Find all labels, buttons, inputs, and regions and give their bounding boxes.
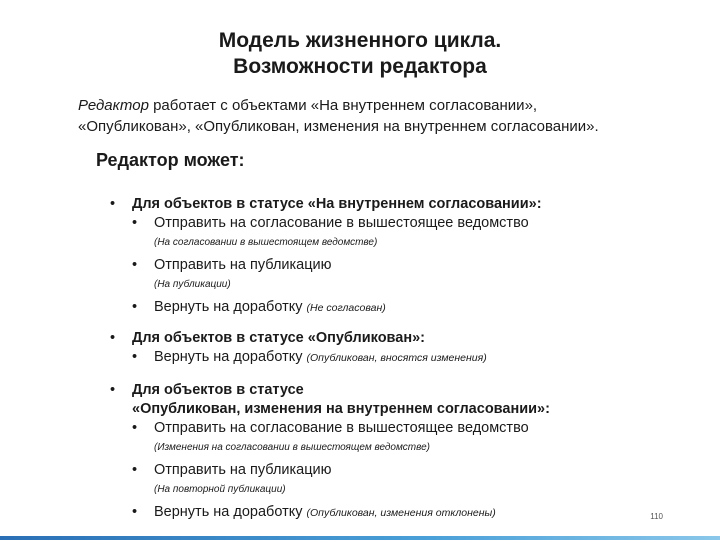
slide-title bbox=[0, 28, 720, 80]
bullet-icon: • bbox=[110, 330, 116, 346]
bottom-accent-bar bbox=[0, 536, 720, 540]
bullet-icon: • bbox=[110, 196, 116, 212]
status-note: (На повторной публикации) bbox=[154, 484, 286, 495]
section-heading-line-2: «Опубликован, изменения на внутреннем согласовании»: bbox=[132, 401, 550, 417]
section-heading bbox=[110, 329, 710, 348]
subheading: Редактор может: bbox=[96, 150, 245, 170]
list-item-text: Отправить на публикацию bbox=[154, 462, 332, 478]
bullet-icon: • bbox=[110, 382, 116, 398]
section-heading bbox=[110, 381, 710, 419]
section-heading bbox=[110, 195, 710, 214]
intro-line-2: «Опубликован», «Опубликован, изменения на внутреннем согласовании». bbox=[78, 118, 599, 135]
bullet-icon: • bbox=[132, 257, 138, 273]
list-item bbox=[110, 461, 710, 480]
status-note: (Опубликован, вносятся изменения) bbox=[306, 352, 487, 364]
section-internal-approval bbox=[110, 195, 710, 317]
bullet-icon: • bbox=[132, 215, 138, 231]
list-item-text: Отправить на публикацию bbox=[154, 257, 332, 273]
intro-paragraph bbox=[78, 95, 708, 137]
status-note: (Опубликован, изменения отклонены) bbox=[306, 507, 496, 519]
bullet-icon: • bbox=[132, 462, 138, 478]
intro-text-1: работает с объектами «На внутреннем согласовании», bbox=[148, 97, 538, 114]
list-item bbox=[110, 214, 710, 233]
list-item-text: Вернуть на доработку bbox=[154, 349, 307, 365]
list-item bbox=[110, 348, 710, 367]
status-note: (На согласовании в вышестоящем ведомстве) bbox=[154, 237, 378, 248]
bullet-icon: • bbox=[132, 420, 138, 436]
list-item-text: Вернуть на доработку bbox=[154, 299, 307, 315]
section-heading-text: Для объектов в статусе «Опубликован»: bbox=[132, 330, 425, 346]
list-item-text: Вернуть на доработку bbox=[154, 504, 307, 520]
intro-role: Редактор bbox=[78, 97, 149, 114]
list-item-text: Отправить на согласование в вышестоящее ведомство bbox=[154, 420, 529, 436]
list-item bbox=[110, 419, 710, 438]
section-published bbox=[110, 329, 710, 367]
bullet-icon: • bbox=[132, 349, 138, 365]
status-note: (Изменения на согласовании в вышестоящем ведомстве) bbox=[154, 442, 430, 453]
bullet-icon: • bbox=[132, 504, 138, 520]
list-item bbox=[110, 256, 710, 275]
title-line-1: Модель жизненного цикла. bbox=[218, 29, 502, 52]
list-item-text: Отправить на согласование в вышестоящее ведомство bbox=[154, 215, 529, 231]
section-heading-line-1: Для объектов в статусе bbox=[132, 382, 304, 398]
bullet-icon: • bbox=[132, 299, 138, 315]
list-item bbox=[110, 298, 710, 317]
page-number: 110 bbox=[650, 512, 663, 521]
status-note: (На публикации) bbox=[154, 279, 231, 290]
section-heading-text: Для объектов в статусе «На внутреннем согласовании»: bbox=[132, 196, 542, 212]
list-item bbox=[110, 503, 710, 522]
intro-line-1 bbox=[78, 95, 708, 116]
section-published-changes bbox=[110, 381, 710, 522]
status-note: (Не согласован) bbox=[306, 302, 386, 314]
title-line-2: Возможности редактора bbox=[233, 55, 487, 78]
